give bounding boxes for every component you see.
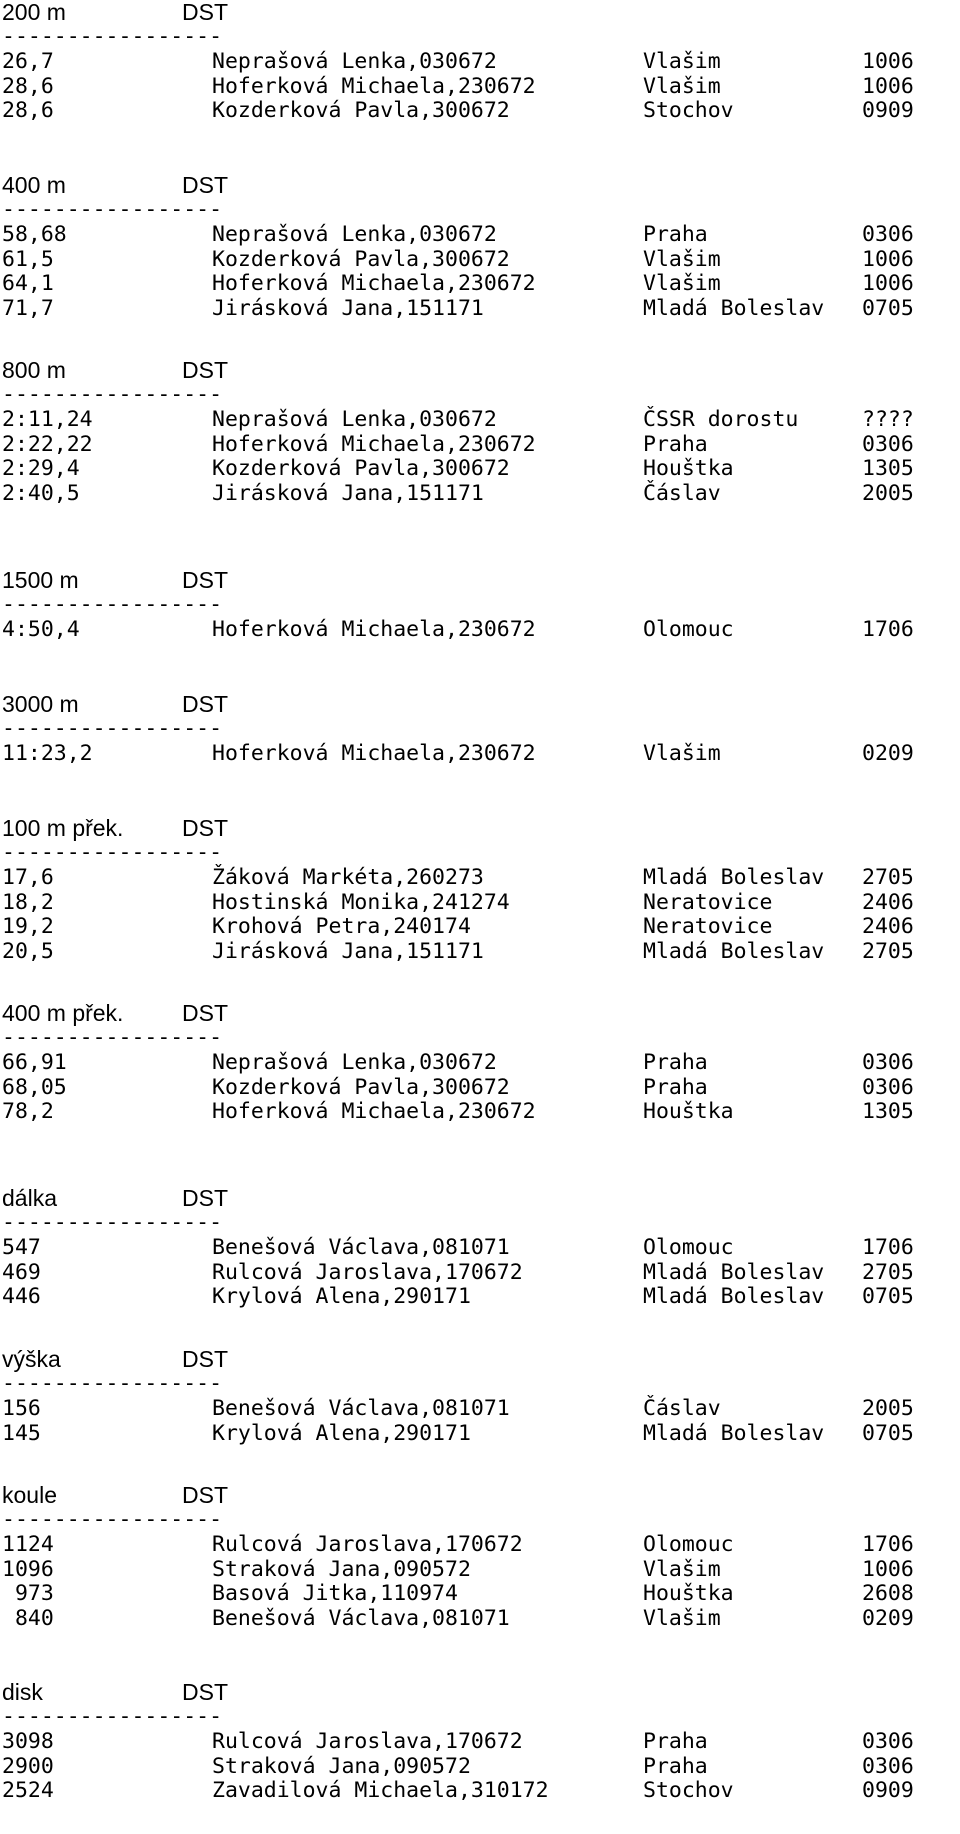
athlete-name: Basová Jitka,110974	[212, 1581, 458, 1607]
result-value: 547	[2, 1234, 41, 1260]
meet-date: 2608	[862, 1581, 914, 1607]
event-heading	[0, 1680, 960, 1705]
venue: Vlašim	[643, 271, 721, 297]
meet-date: 0306	[862, 221, 914, 247]
result-value: 66,91	[2, 1049, 67, 1075]
event-category: DST	[182, 1679, 228, 1705]
meet-date: 1006	[862, 1556, 914, 1582]
venue: Praha	[643, 221, 708, 247]
venue: Olomouc	[643, 616, 734, 642]
result-row	[0, 1755, 960, 1780]
meet-date: 1706	[862, 616, 914, 642]
result-value: 2:11,24	[2, 406, 93, 432]
athlete-name: Kozderková Pavla,300672	[212, 246, 510, 272]
event-section	[0, 173, 960, 322]
result-value: 26,7	[2, 48, 54, 74]
result-row	[0, 248, 960, 273]
result-value: 64,1	[2, 271, 54, 297]
separator-rule: -----------------	[2, 1371, 223, 1396]
event-section	[0, 1347, 960, 1446]
separator-rule: -----------------	[2, 382, 223, 407]
meet-date: 2406	[862, 889, 914, 915]
venue: Praha	[643, 1728, 708, 1754]
result-value: 973	[2, 1581, 54, 1607]
result-value: 2:40,5	[2, 481, 80, 507]
result-value: 1124	[2, 1531, 54, 1557]
athlete-name: Neprašová Lenka,030672	[212, 406, 497, 432]
result-row	[0, 618, 960, 643]
athlete-name: Kozderková Pavla,300672	[212, 456, 510, 482]
result-row	[0, 433, 960, 458]
athlete-name: Krylová Alena,290171	[212, 1284, 471, 1310]
venue: Praha	[643, 1049, 708, 1075]
venue: Houštka	[643, 1581, 734, 1607]
event-heading	[0, 0, 960, 25]
result-row	[0, 1607, 960, 1632]
athlete-name: Jirásková Jana,151171	[212, 296, 484, 322]
venue: Neratovice	[643, 889, 773, 915]
athlete-name: Rulcová Jaroslava,170672	[212, 1259, 523, 1285]
venue: Vlašim	[643, 73, 721, 99]
result-row	[0, 1261, 960, 1286]
result-value: 469	[2, 1259, 41, 1285]
result-row	[0, 1285, 960, 1310]
meet-date: 1305	[862, 1099, 914, 1125]
result-value: 4:50,4	[2, 616, 80, 642]
athlete-name: Hoferková Michaela,230672	[212, 271, 536, 297]
venue: Neratovice	[643, 914, 773, 940]
venue: Mladá Boleslav	[643, 296, 825, 322]
meet-date: 2005	[862, 1395, 914, 1421]
event-category: DST	[182, 1346, 228, 1372]
result-value: 18,2	[2, 889, 54, 915]
meet-date: 1006	[862, 246, 914, 272]
result-value: 17,6	[2, 864, 54, 890]
event-category: DST	[182, 0, 228, 25]
result-row	[0, 1582, 960, 1607]
meet-date: 0705	[862, 296, 914, 322]
meet-date: 0909	[862, 1778, 914, 1804]
athlete-name: Neprašová Lenka,030672	[212, 48, 497, 74]
result-value: 1096	[2, 1556, 54, 1582]
meet-date: 1706	[862, 1234, 914, 1260]
event-section	[0, 1001, 960, 1125]
separator-rule: -----------------	[2, 840, 223, 865]
venue: Mladá Boleslav	[643, 1420, 825, 1446]
event-section	[0, 1186, 960, 1310]
venue: Stochov	[643, 1778, 734, 1804]
athlete-name: Jirásková Jana,151171	[212, 939, 484, 965]
venue: Vlašim	[643, 1556, 721, 1582]
venue: Čáslav	[643, 1395, 721, 1421]
result-row	[0, 866, 960, 891]
result-value: 58,68	[2, 221, 67, 247]
event-heading	[0, 816, 960, 841]
meet-date: 0306	[862, 1074, 914, 1100]
event-name: 1500 m	[2, 567, 79, 593]
result-value: 840	[2, 1606, 54, 1632]
event-section	[0, 1680, 960, 1804]
athlete-name: Rulcová Jaroslava,170672	[212, 1728, 523, 1754]
result-value: 20,5	[2, 939, 54, 965]
athlete-name: Hoferková Michaela,230672	[212, 1099, 536, 1125]
athlete-name: Rulcová Jaroslava,170672	[212, 1531, 523, 1557]
meet-date: 1006	[862, 73, 914, 99]
separator-rule: -----------------	[2, 1507, 223, 1532]
event-section	[0, 816, 960, 965]
result-value: 2:29,4	[2, 456, 80, 482]
event-heading	[0, 1483, 960, 1508]
result-value: 145	[2, 1420, 41, 1446]
event-category: DST	[182, 567, 228, 593]
athlete-name: Kozderková Pavla,300672	[212, 98, 510, 124]
athlete-name: Neprašová Lenka,030672	[212, 221, 497, 247]
event-heading	[0, 1001, 960, 1026]
result-row	[0, 1236, 960, 1261]
event-heading	[0, 1347, 960, 1372]
result-row	[0, 1558, 960, 1583]
meet-date: 0705	[862, 1284, 914, 1310]
venue: Mladá Boleslav	[643, 1284, 825, 1310]
venue: Vlašim	[643, 246, 721, 272]
result-row	[0, 1422, 960, 1447]
event-name: 200 m	[2, 0, 66, 25]
athlete-name: Krohová Petra,240174	[212, 914, 471, 940]
event-section	[0, 568, 960, 643]
venue: Mladá Boleslav	[643, 939, 825, 965]
meet-date: 1706	[862, 1531, 914, 1557]
venue: Mladá Boleslav	[643, 864, 825, 890]
event-name: 800 m	[2, 357, 66, 383]
separator-rule: -----------------	[2, 1704, 223, 1729]
meet-date: 2005	[862, 481, 914, 507]
meet-date: 2705	[862, 1259, 914, 1285]
event-heading	[0, 692, 960, 717]
venue: Houštka	[643, 456, 734, 482]
result-value: 78,2	[2, 1099, 54, 1125]
result-row	[0, 297, 960, 322]
athlete-name: Benešová Václava,081071	[212, 1395, 510, 1421]
event-category: DST	[182, 1185, 228, 1211]
venue: Praha	[643, 1074, 708, 1100]
event-category: DST	[182, 172, 228, 198]
result-row	[0, 223, 960, 248]
venue: Praha	[643, 431, 708, 457]
result-value: 156	[2, 1395, 41, 1421]
result-value: 28,6	[2, 73, 54, 99]
athlete-name: Hoferková Michaela,230672	[212, 616, 536, 642]
separator-rule: -----------------	[2, 197, 223, 222]
event-category: DST	[182, 1000, 228, 1026]
event-section	[0, 1483, 960, 1632]
event-heading	[0, 358, 960, 383]
result-row	[0, 891, 960, 916]
result-row	[0, 75, 960, 100]
venue: Vlašim	[643, 1606, 721, 1632]
result-row	[0, 1730, 960, 1755]
separator-rule: -----------------	[2, 1210, 223, 1235]
event-name: 3000 m	[2, 691, 79, 717]
meet-date: 1006	[862, 271, 914, 297]
result-value: 11:23,2	[2, 740, 93, 766]
event-name: koule	[2, 1482, 57, 1508]
meet-date: 0306	[862, 1753, 914, 1779]
result-row	[0, 99, 960, 124]
event-name: 400 m přek.	[2, 1000, 124, 1026]
result-row	[0, 1779, 960, 1804]
separator-rule: -----------------	[2, 24, 223, 49]
athlete-name: Benešová Václava,081071	[212, 1234, 510, 1260]
athlete-name: Hoferková Michaela,230672	[212, 431, 536, 457]
venue: Stochov	[643, 98, 734, 124]
meet-date: 0306	[862, 431, 914, 457]
result-value: 2900	[2, 1753, 54, 1779]
result-row	[0, 408, 960, 433]
result-value: 68,05	[2, 1074, 67, 1100]
venue: Olomouc	[643, 1234, 734, 1260]
venue: ČSSR dorostu	[643, 406, 799, 432]
venue: Mladá Boleslav	[643, 1259, 825, 1285]
event-name: dálka	[2, 1185, 57, 1211]
result-row	[0, 50, 960, 75]
athlete-name: Straková Jana,090572	[212, 1556, 471, 1582]
event-section	[0, 692, 960, 767]
meet-date: 0306	[862, 1728, 914, 1754]
athlete-name: Hoferková Michaela,230672	[212, 73, 536, 99]
result-row	[0, 457, 960, 482]
event-name: 100 m přek.	[2, 815, 124, 841]
result-value: 19,2	[2, 914, 54, 940]
meet-date: 2705	[862, 939, 914, 965]
result-row	[0, 1533, 960, 1558]
event-name: disk	[2, 1679, 43, 1705]
result-value: 61,5	[2, 246, 54, 272]
athlete-name: Neprašová Lenka,030672	[212, 1049, 497, 1075]
venue: Praha	[643, 1753, 708, 1779]
event-heading	[0, 1186, 960, 1211]
event-category: DST	[182, 357, 228, 383]
athlete-name: Krylová Alena,290171	[212, 1420, 471, 1446]
athlete-name: Straková Jana,090572	[212, 1753, 471, 1779]
venue: Vlašim	[643, 740, 721, 766]
meet-date: 0306	[862, 1049, 914, 1075]
meet-date: 0705	[862, 1420, 914, 1446]
athlete-name: Zavadilová Michaela,310172	[212, 1778, 549, 1804]
event-category: DST	[182, 815, 228, 841]
result-row	[0, 1397, 960, 1422]
venue: Olomouc	[643, 1531, 734, 1557]
result-row	[0, 272, 960, 297]
event-heading	[0, 173, 960, 198]
meet-date: 2406	[862, 914, 914, 940]
separator-rule: -----------------	[2, 592, 223, 617]
meet-date: 0209	[862, 1606, 914, 1632]
separator-rule: -----------------	[2, 1025, 223, 1050]
venue: Houštka	[643, 1099, 734, 1125]
event-section	[0, 358, 960, 507]
meet-date: 0909	[862, 98, 914, 124]
meet-date: ????	[862, 406, 914, 432]
result-row	[0, 940, 960, 965]
separator-rule: -----------------	[2, 716, 223, 741]
result-row	[0, 1100, 960, 1125]
event-category: DST	[182, 1482, 228, 1508]
athlete-name: Jirásková Jana,151171	[212, 481, 484, 507]
event-name: 400 m	[2, 172, 66, 198]
event-category: DST	[182, 691, 228, 717]
result-value: 71,7	[2, 296, 54, 322]
athlete-name: Benešová Václava,081071	[212, 1606, 510, 1632]
athlete-name: Žáková Markéta,260273	[212, 864, 484, 890]
meet-date: 1305	[862, 456, 914, 482]
athlete-name: Hoferková Michaela,230672	[212, 740, 536, 766]
athlete-name: Hostinská Monika,241274	[212, 889, 510, 915]
result-value: 446	[2, 1284, 41, 1310]
meet-date: 0209	[862, 740, 914, 766]
event-name: výška	[2, 1346, 61, 1372]
event-section	[0, 0, 960, 124]
result-row	[0, 1076, 960, 1101]
result-value: 2524	[2, 1778, 54, 1804]
result-value: 2:22,22	[2, 431, 93, 457]
result-row	[0, 915, 960, 940]
venue: Vlašim	[643, 48, 721, 74]
result-row	[0, 1051, 960, 1076]
event-heading	[0, 568, 960, 593]
meet-date: 2705	[862, 864, 914, 890]
meet-date: 1006	[862, 48, 914, 74]
result-value: 28,6	[2, 98, 54, 124]
venue: Čáslav	[643, 481, 721, 507]
result-row	[0, 742, 960, 767]
result-value: 3098	[2, 1728, 54, 1754]
athlete-name: Kozderková Pavla,300672	[212, 1074, 510, 1100]
result-row	[0, 482, 960, 507]
